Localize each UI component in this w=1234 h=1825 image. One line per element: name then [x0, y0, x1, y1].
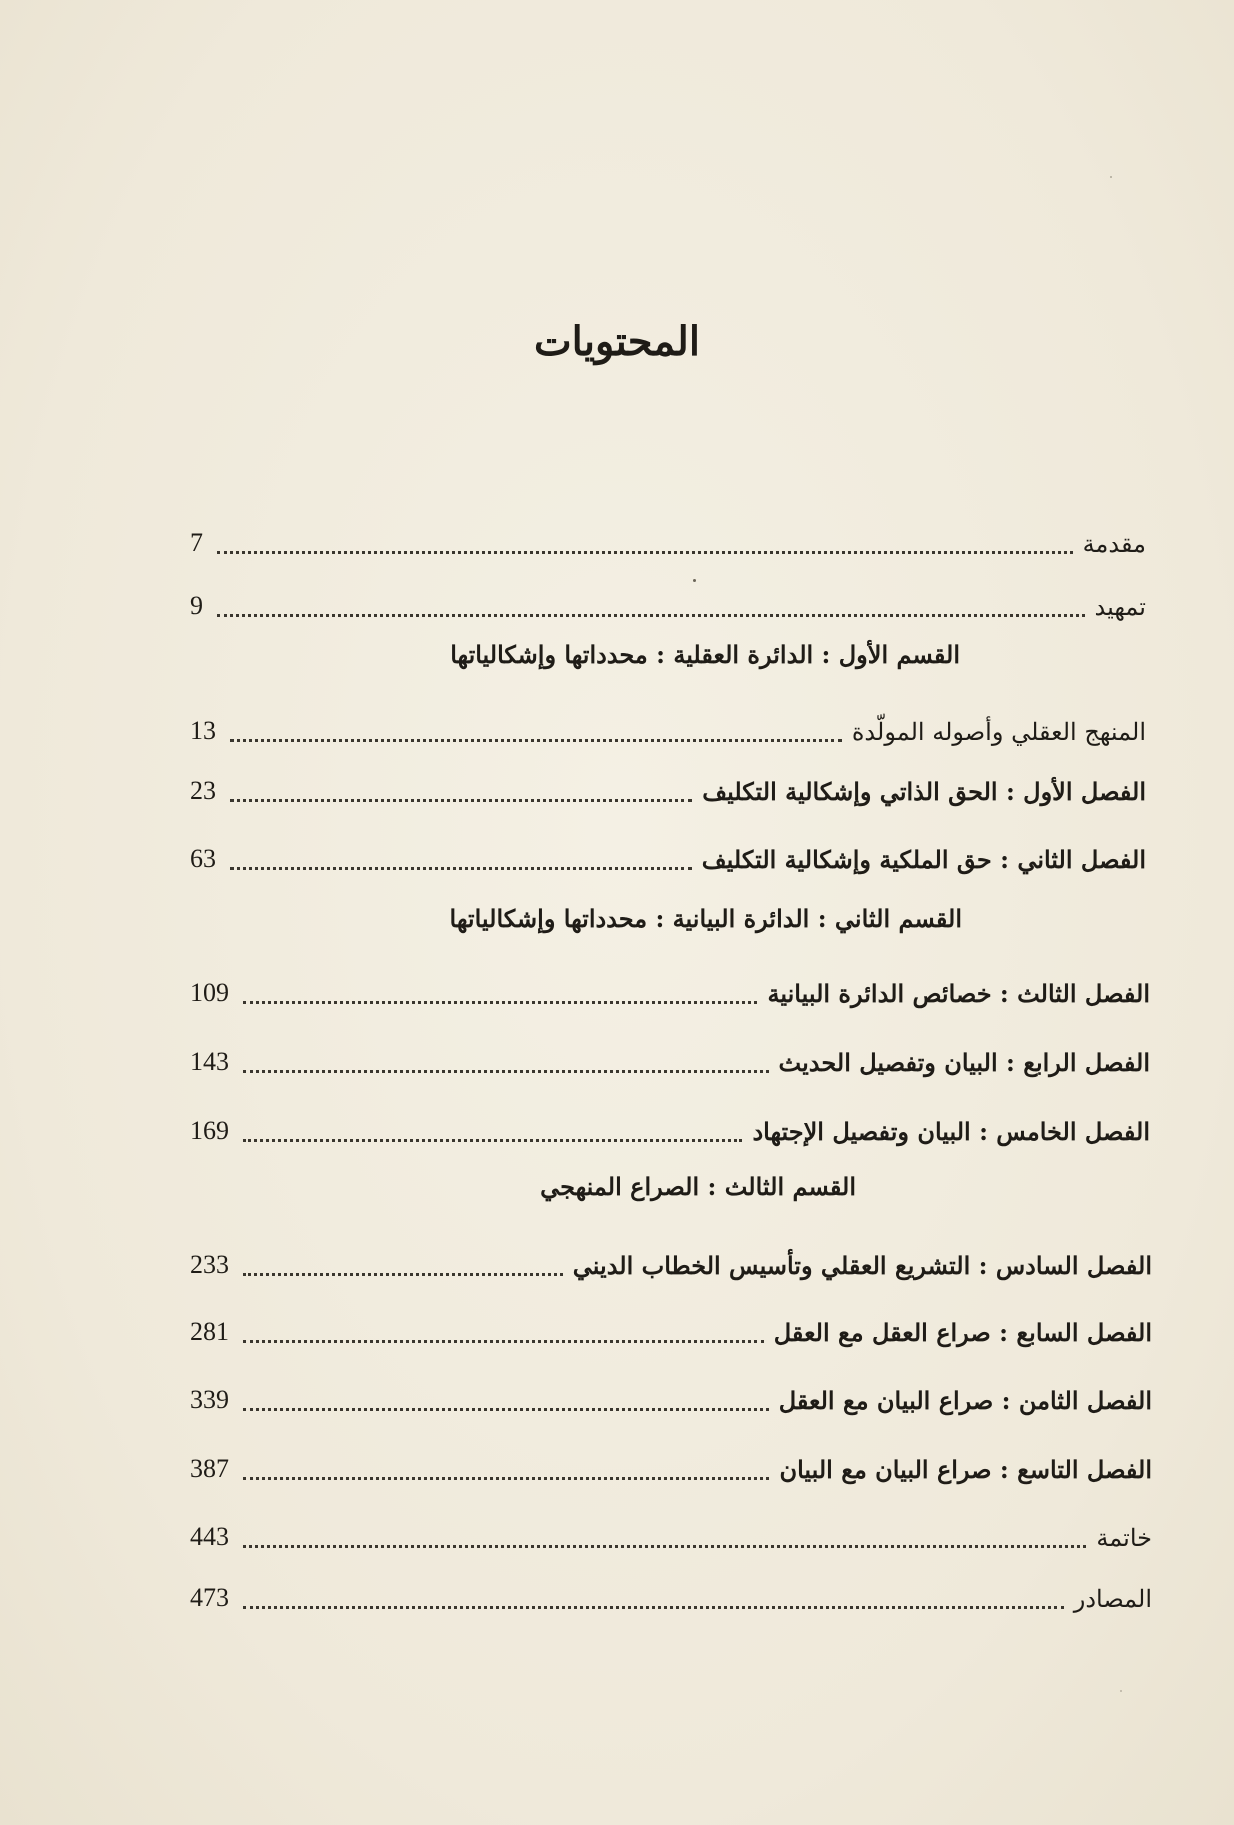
- toc-entry-label: مقدمة: [1082, 530, 1146, 558]
- dot-leader: [243, 1606, 1064, 1609]
- toc-page-number: 7: [190, 528, 203, 557]
- dot-leader: [230, 799, 692, 802]
- toc-entry-label: الفصل السابع : صراع العقل مع العقل: [773, 1318, 1152, 1347]
- toc-entry-chapter-3[interactable]: [190, 964, 1150, 1012]
- toc-entry-label: المصادر: [1073, 1585, 1152, 1613]
- dot-leader: [243, 1070, 769, 1073]
- dot-leader: [243, 1139, 742, 1142]
- toc-page-number: 473: [190, 1583, 229, 1612]
- toc-entry-label: الفصل السادس : التشريع العقلي وتأسيس الخطاب الديني: [572, 1251, 1152, 1280]
- toc-page-number: 109: [190, 978, 229, 1007]
- toc-entry-label: المنهج العقلي وأصوله المولّدة: [851, 718, 1146, 746]
- paper-speck: [1110, 176, 1112, 178]
- toc-section-heading[interactable]: القسم الثالث : الصراع المنهجي: [540, 1172, 856, 1201]
- toc-entry-conclusion[interactable]: [190, 1508, 1152, 1556]
- toc-page-number: 387: [190, 1454, 229, 1483]
- toc-entry-label: خاتمة: [1096, 1524, 1152, 1552]
- toc-page-number: 339: [190, 1385, 229, 1414]
- toc-page-number: 143: [190, 1047, 229, 1076]
- toc-entry-rational-method[interactable]: [190, 702, 1146, 750]
- toc-entry-chapter-6[interactable]: [190, 1236, 1152, 1284]
- toc-page-number: 9: [190, 591, 203, 620]
- toc-page-number: 63: [190, 844, 216, 873]
- toc-entry-label: الفصل الثاني : حق الملكية وإشكالية التكليف: [701, 845, 1146, 874]
- toc-page-number: 23: [190, 776, 216, 805]
- page-title: المحتويات: [534, 318, 700, 365]
- toc-entry-chapter-8[interactable]: [190, 1371, 1152, 1419]
- toc-entry-introduction[interactable]: [190, 514, 1146, 562]
- dot-leader: [243, 1545, 1086, 1548]
- toc-page-number: 169: [190, 1116, 229, 1145]
- toc-entry-preface[interactable]: [190, 577, 1146, 625]
- dot-leader: [217, 614, 1085, 617]
- dot-leader: [243, 1408, 769, 1411]
- dot-leader: [243, 1340, 764, 1343]
- paper-speck: [693, 579, 696, 582]
- toc-section-heading[interactable]: القسم الثاني : الدائرة البيانية : محدداتها وإشكالياتها: [449, 904, 962, 933]
- toc-entry-chapter-2[interactable]: [190, 830, 1146, 878]
- toc-entry-label: الفصل الرابع : البيان وتفصيل الحديث: [778, 1048, 1150, 1077]
- dot-leader: [243, 1001, 757, 1004]
- toc-entry-chapter-5[interactable]: [190, 1102, 1150, 1150]
- toc-entry-chapter-4[interactable]: [190, 1033, 1150, 1081]
- toc-entry-label: الفصل التاسع : صراع البيان مع البيان: [779, 1455, 1152, 1484]
- toc-page-number: 233: [190, 1250, 229, 1279]
- toc-entry-label: الفصل الخامس : البيان وتفصيل الإجتهاد: [752, 1117, 1150, 1146]
- toc-page-number: 13: [190, 716, 216, 745]
- toc-page-number: 281: [190, 1317, 229, 1346]
- toc-entry-label: تمهيد: [1094, 593, 1146, 621]
- toc-entry-label: الفصل الأول : الحق الذاتي وإشكالية التكليف: [702, 777, 1146, 806]
- toc-entry-label: الفصل الثامن : صراع البيان مع العقل: [778, 1386, 1152, 1415]
- dot-leader: [243, 1273, 563, 1276]
- toc-entry-chapter-9[interactable]: [190, 1440, 1152, 1488]
- toc-page-number: 443: [190, 1522, 229, 1551]
- paper-speck: [1120, 1690, 1122, 1692]
- dot-leader: [243, 1477, 769, 1480]
- dot-leader: [230, 867, 692, 870]
- dot-leader: [217, 551, 1073, 554]
- dot-leader: [230, 739, 842, 742]
- toc-entry-chapter-7[interactable]: [190, 1303, 1152, 1351]
- toc-entry-chapter-1[interactable]: [190, 762, 1146, 810]
- toc-entry-sources[interactable]: [190, 1569, 1152, 1617]
- toc-entry-label: الفصل الثالث : خصائص الدائرة البيانية: [767, 979, 1150, 1008]
- toc-section-heading[interactable]: القسم الأول : الدائرة العقلية : محدداتها وإشكالياتها: [450, 640, 960, 669]
